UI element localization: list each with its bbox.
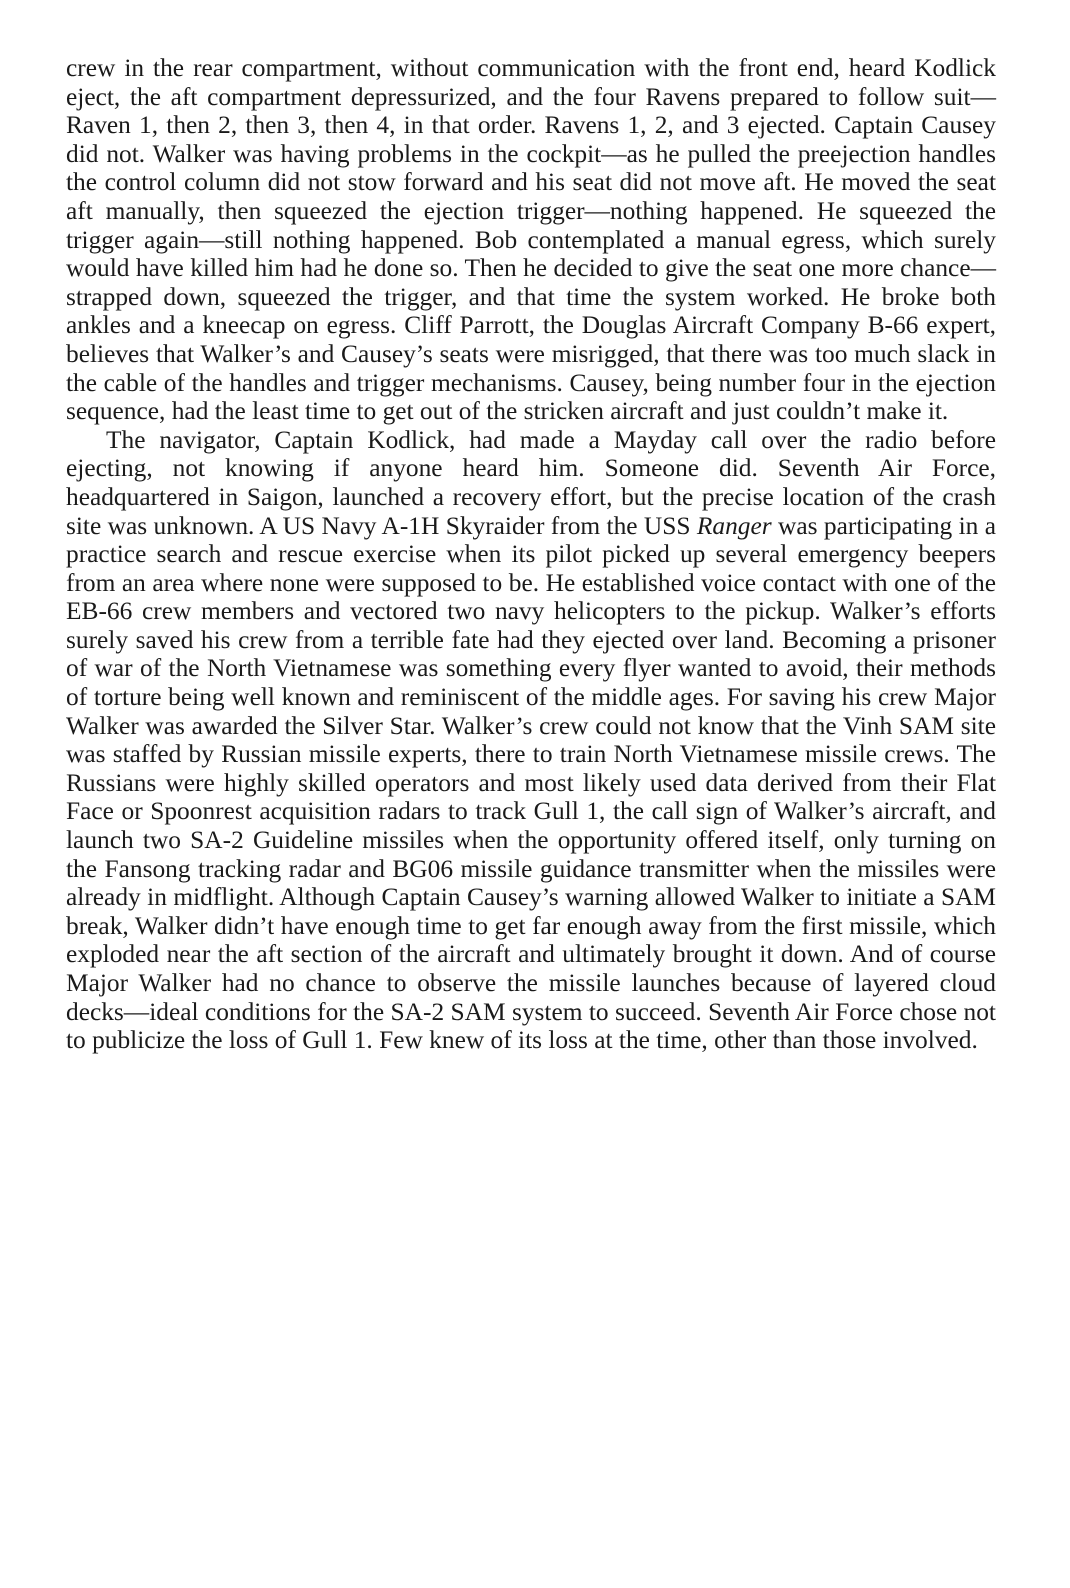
paragraph-continuation	[66, 54, 996, 426]
paragraph-text: crew in the rear compartment, without communication with the front end, heard Kodlick eject, the aft compartment depressurized, and the four Ravens prepared to follow suit—Raven 1, then 2, then 3, then 4, in that order. Ravens 1, 2, and 3 ejected. Captain Causey did not. Walker was having problems in the cockpit—as he pulled the preejection handles the control column did not stow forward and his seat did not move aft. He moved the seat aft manually, then squeezed the ejection trigger—nothing happened. He squeezed the trigger again—still nothing happened. Bob contemplated a manual egress, which surely would have killed him had he done so. Then he decided to give the seat one more chance—strapped down, squeezed the trigger, and that time the system worked. He broke both ankles and a kneecap on egress. Cliff Parrott, the Douglas Aircraft Company B-66 expert, believes that Walker’s and Causey’s seats were misrigged, that there was too much slack in the cable of the handles and trigger mechanisms. Causey, being number four in the ejection sequence, had the least time to get out of the stricken aircraft and just couldn’t make it.	[66, 54, 996, 426]
paragraph-text: The navigator, Captain Kodlick, had made a Mayday call over the radio before ejecting, not knowing if anyone heard him. Someone did. Seventh Air Force, headquartered in Saigon, launched a recovery effort, but the precise location of the crash site was unknown. A US Navy A-1H Skyraider from the USS	[66, 425, 996, 540]
paragraph-navigator-mayday	[66, 426, 996, 1055]
paragraph-text: was participating in a practice search and rescue exercise when its pilot picked up several emergency beepers from an area where none were supposed to be. He established voice contact with one of the EB-66 crew members and vectored two navy helicopters to the pickup. Walker’s efforts surely saved his crew from a terrible fate had they ejected over land. Becoming a prisoner of war of the North Vietnamese was something every flyer wanted to avoid, their methods of torture being well known and reminiscent of the middle ages. For saving his crew Major Walker was awarded the Silver Star. Walker’s crew could not know that the Vinh SAM site was staffed by Russian missile experts, there to train North Vietnamese missile crews. The Russians were highly skilled operators and most likely used data derived from their Flat Face or Spoonrest acquisition radars to track Gull 1, the call sign of Walker’s aircraft, and launch two SA-2 Guideline missiles when the opportunity offered itself, only turning on the Fansong tracking radar and BG06 missile guidance transmitter when the missiles were already in midflight. Although Captain Causey’s warning allowed Walker to initiate a SAM break, Walker didn’t have enough time to get far enough away from the first missile, which exploded near the aft section of the aircraft and ultimately brought it down. And of course Major Walker had no chance to observe the missile launches because of layered cloud decks—ideal conditions for the SA-2 SAM system to succeed. Seventh Air Force chose not to publicize the loss of Gull 1. Few knew of its loss at the time, other than those involved.	[66, 511, 996, 1055]
ship-name-italic: Ranger	[696, 511, 772, 540]
page-body	[66, 54, 996, 1055]
